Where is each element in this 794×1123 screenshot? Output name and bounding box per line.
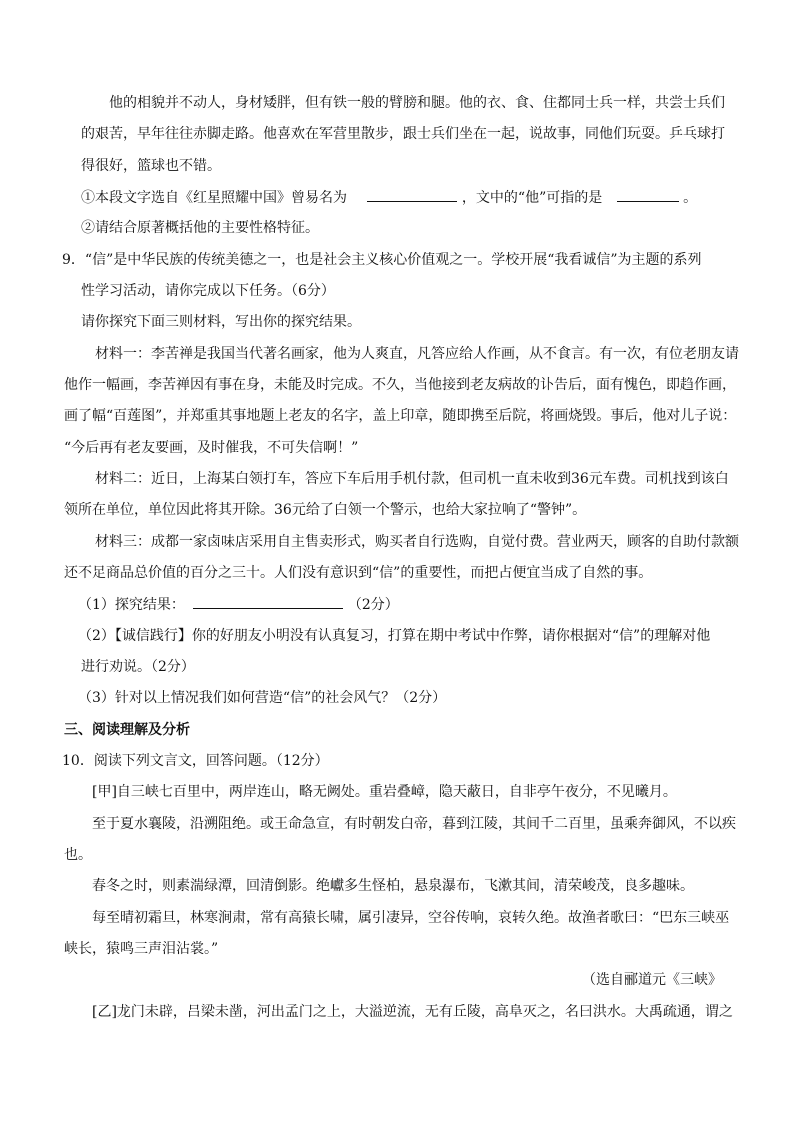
classical-text: 春冬之时，则素湍绿潭，回清倒影。绝巘多生怪柏，悬泉瀑布，飞漱其间，清荣峻茂，良多趣味。	[92, 878, 694, 894]
passage-line: 的艰苦，早年往往赤脚走路。他喜欢在军营里散步，跟士兵们坐在一起，说故事，同他们玩耍。乒乓球打	[81, 126, 725, 142]
classical-text: [甲]自三峡七百里中，两岸连山，略无阙处。重岩叠嶂，隐天蔽日，自非亭午夜分，不见曦月。	[92, 784, 677, 800]
answer-blank[interactable]	[193, 594, 343, 609]
task-2: （2）【诚信践行】你的好朋友小明没有认真复习，打算在期中考试中作弊，请你根据对“信”的理解对他	[78, 628, 711, 644]
question-10-stem: 10．阅读下列文言文，回答问题。（12分）	[62, 753, 329, 769]
material-1: 材料一：李苦禅是我国当代著名画家，他为人爽直，凡答应给人作画，从不食言。有一次，有位老朋友请	[95, 346, 739, 362]
source-attribution: （选自郦道元《三峡》	[582, 972, 722, 988]
classical-text: 也。	[64, 847, 92, 863]
material-1: “今后再有老友要画，及时催我，不可失信啊！”	[64, 440, 359, 456]
classical-text: 至于夏水襄陵，沿溯阻绝。或王命急宣，有时朝发白帝，暮到江陵，其间千二百里，虽乘奔御风，不以疾	[92, 816, 736, 832]
answer-blank[interactable]	[367, 187, 457, 202]
task-2: 进行劝说。（2分）	[81, 659, 195, 675]
material-1: 他作一幅画，李苦禅因有事在身，未能及时完成。不久，当他接到老友病故的讣告后，面有愧色，即趋作画，	[64, 377, 736, 393]
subquestion-1-text: 。	[683, 190, 698, 206]
question-9-stem: 性学习活动，请你完成以下任务。（6分）	[81, 283, 335, 299]
section-heading: 三、阅读理解及分析	[64, 722, 190, 738]
subquestion-2: ②请结合原著概括他的主要性格特征。	[81, 220, 319, 236]
task-1	[78, 594, 399, 615]
task-1-label: （1）探究结果：	[78, 597, 185, 613]
material-1: 画了幅“百莲图”，并郑重其事地题上老友的名字，盖上印章，随即携至后院，将画烧毁。事后，他对儿子说：	[64, 408, 737, 424]
subquestion-1-text: ①本段文字选自《红星照耀中国》曾易名为	[81, 190, 347, 206]
material-2: 材料二：近日，上海某白领打车，答应下车后用手机付款，但司机一直未收到36元车费。司机找到该白	[95, 471, 729, 487]
material-3: 材料三：成都一家卤味店采用自主售卖形式，购买者自行选购，自觉付费。营业两天，顾客的自助付款额	[95, 534, 739, 550]
question-9-stem: 9．“信”是中华民族的传统美德之一，也是社会主义核心价值观之一。学校开展“我看诚信”为主题的系列	[62, 252, 702, 268]
task-3: （3）针对以上情况我们如何营造“信”的社会风气？（2分）	[78, 690, 447, 706]
passage-line: 得很好，篮球也不错。	[81, 158, 221, 174]
classical-text: 每至晴初霜旦，林寒涧肃，常有高猿长啸，属引凄异，空谷传响，哀转久绝。故渔者歌曰：“巴东三峡巫	[92, 910, 730, 926]
material-3: 还不足商品总价值的百分之三十。人们没有意识到“信”的重要性，而把占便宜当成了自然的事。	[64, 565, 653, 581]
task-1-score: （2分）	[347, 597, 399, 613]
answer-blank[interactable]	[617, 187, 679, 202]
subquestion-1-text: ，文中的“他”可指的是	[461, 190, 603, 206]
material-2: 领所在单位，单位因此将其开除。36元给了白领一个警示，也给大家拉响了“警钟”。	[64, 502, 587, 518]
passage-line: 他的相貌并不动人，身材矮胖，但有铁一般的臂膀和腿。他的衣、食、住都同士兵一样，共尝士兵们	[109, 95, 725, 111]
classical-text: [乙]龙门未辟，吕梁未凿，河出孟门之上，大溢逆流，无有丘陵，高阜灭之，名曰洪水。大禹疏通，谓之	[92, 1004, 733, 1020]
question-9-instruction: 请你探究下面三则材料，写出你的探究结果。	[81, 314, 361, 330]
classical-text: 峡长，猿鸣三声泪沾裳。”	[64, 941, 219, 957]
subquestion-1	[81, 187, 697, 208]
